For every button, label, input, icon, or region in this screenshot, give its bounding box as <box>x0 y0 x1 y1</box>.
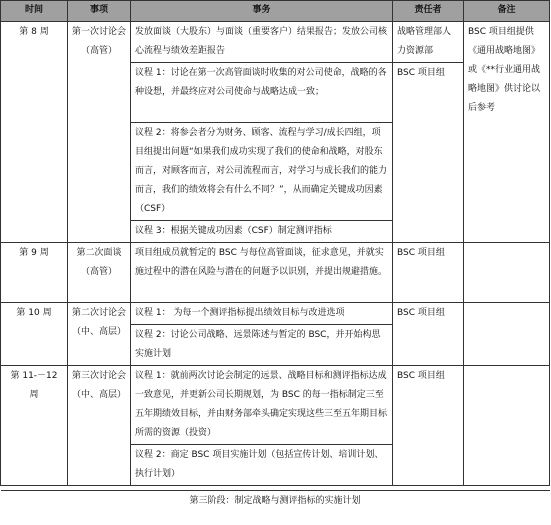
table-row <box>1 303 550 325</box>
phase-footer-row <box>1 491 550 514</box>
week-11-12-note <box>464 366 550 486</box>
week-8-owner-report: 战略管理部人力资源部 <box>393 22 464 63</box>
header-note: 备注 <box>464 1 550 22</box>
week-11-12-item: 第三次讨论会（中、高层） <box>68 366 131 486</box>
week-9-owner: BSC 项目组 <box>393 243 464 303</box>
header-time: 时间 <box>1 1 68 22</box>
table-row <box>1 366 550 445</box>
week-11-12-agenda-1: 议程 1：就前两次讨论会制定的远景、战略目标和测评指标达成一致意见，并更新公司长期规划，为 BSC 的每一指标制定三至五年期绩效目标，并由财务部牵头确定实现这些三至五年期目标所需的资源（投资） <box>131 366 393 445</box>
week-10-time: 第 10 周 <box>1 303 68 366</box>
table-row <box>1 243 550 303</box>
week-8-agenda-1: 议程 1：讨论在第一次高管面谈时收集的对公司使命，战略的各种设想，并最终应对公司使命与战略达成一致； <box>131 63 393 123</box>
week-10-owner: BSC 项目组 <box>393 303 464 366</box>
phase-title: 第三阶段：制定战略与测评指标的实施计划 <box>1 491 550 514</box>
week-8-task-report: 发放面谈（大股东）与面谈（重要客户）结果报告；发放公司核心流程与绩效差距报告 <box>131 22 393 63</box>
week-8-note: BSC 项目组提供《通用战略地图》或《**行业通用战略地图》供讨论以后参考 <box>464 22 550 243</box>
week-8-time: 第 8 周 <box>1 22 68 243</box>
week-11-12-time: 第 11-－12 周 <box>1 366 68 486</box>
week-10-agenda-1: 议程 1： 为每一个测评指标提出绩效目标与改进选项 <box>131 303 393 325</box>
week-8-item: 第一次讨论会（高管） <box>68 22 131 243</box>
header-item: 事项 <box>68 1 131 22</box>
week-8-owner-project: BSC 项目组 <box>393 63 464 243</box>
week-10-note <box>464 303 550 366</box>
week-10-agenda-2: 议程 2：讨论公司战略、远景陈述与暂定的 BSC，并开始构思实施计划 <box>131 325 393 366</box>
week-9-time: 第 9 周 <box>1 243 68 303</box>
week-9-task: 项目组成员就暂定的 BSC 与每位高管面谈，征求意见，并就实施过程中的潜在风险与潜在的问题予以识别，并提出规避措施。 <box>131 243 393 303</box>
header-task: 事务 <box>131 1 393 22</box>
table-row <box>1 22 550 63</box>
week-11-12-owner: BSC 项目组 <box>393 366 464 486</box>
week-9-item: 第二次面谈（高管） <box>68 243 131 303</box>
week-10-item: 第二次讨论会（中、高层） <box>68 303 131 366</box>
header-row <box>1 1 550 22</box>
week-8-agenda-2: 议程 2：将参会者分为财务、顾客、流程与学习/成长四组，项目组提出问题“如果我们成功实现了我们的使命和战略，对股东而言，对顾客而言，对公司流程而言，对学习与成长我们的能力而言，我们的绩效将会有什么不同？”，从而确定关键成功因素（CSF） <box>131 123 393 221</box>
header-owner: 责任者 <box>393 1 464 22</box>
week-11-12-agenda-2: 议程 2：商定 BSC 项目实施计划（包括宣传计划、培训计划、执行计划） <box>131 445 393 486</box>
week-9-note <box>464 243 550 303</box>
week-8-agenda-3: 议程 3：根据关键成功因素（CSF）制定测评指标 <box>131 221 393 243</box>
